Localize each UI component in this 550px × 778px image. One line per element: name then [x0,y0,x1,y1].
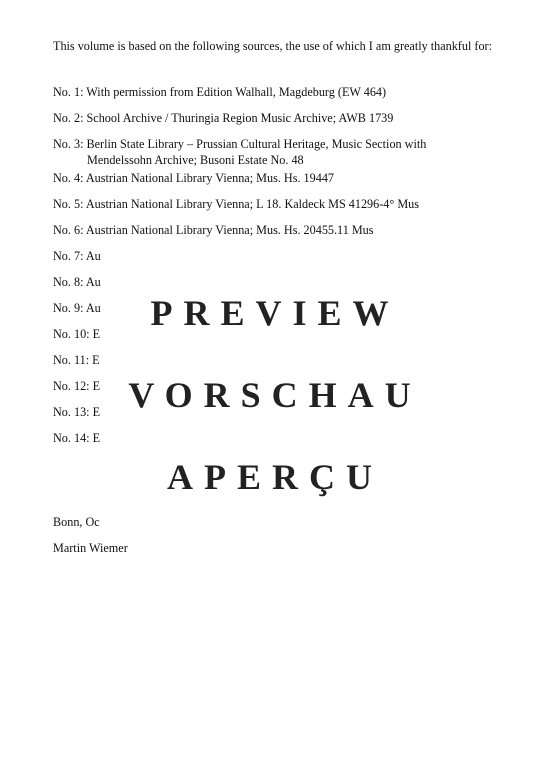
source-line: No. 3: Berlin State Library – Prussian Cultural Heritage, Music Section with [53,137,427,151]
closing-place-date: Bonn, Oc [53,515,100,529]
watermark-vorschau: VORSCHAU [128,375,422,415]
source-line: No. 6: Austrian National Library Vienna; Mus. Hs. 20455.11 Mus [53,223,374,237]
source-item-3 [53,136,513,168]
source-line: No. 4: Austrian National Library Vienna; Mus. Hs. 19447 [53,171,335,185]
closing-author: Martin Wiemer [53,541,128,555]
source-item-8-truncated: No. 8: Au [53,275,101,289]
source-item-10-truncated: No. 10: E [53,327,101,341]
source-line: No. 2: School Archive / Thuringia Region Music Archive; AWB 1739 [53,111,394,125]
source-item-2 [53,110,513,126]
source-item-4 [53,170,513,186]
source-item-1 [53,84,513,100]
source-item-5 [53,196,513,212]
preview-mask [102,245,522,465]
source-item-12-truncated: No. 12: E [53,379,101,393]
watermark-preview: PREVIEW [150,293,400,333]
source-item-6 [53,222,513,238]
source-line: No. 1: With permission from Edition Walhall, Magdeburg (EW 464) [53,85,387,99]
source-item-9-truncated: No. 9: Au [53,301,101,315]
source-line-continued: Mendelssohn Archive; Busoni Estate No. 48 [87,153,304,167]
source-item-11-truncated: No. 11: E [53,353,100,367]
source-item-14-truncated: No. 14: E [53,431,101,445]
watermark-apercu: APERÇU [167,457,383,497]
source-item-7-truncated: No. 7: Au [53,249,101,263]
intro-text: This volume is based on the following sources, the use of which I am greatly thankful for: [53,39,492,53]
source-item-13-truncated: No. 13: E [53,405,101,419]
source-line: No. 5: Austrian National Library Vienna; L 18. Kaldeck MS 41296-4° Mus [53,197,419,211]
